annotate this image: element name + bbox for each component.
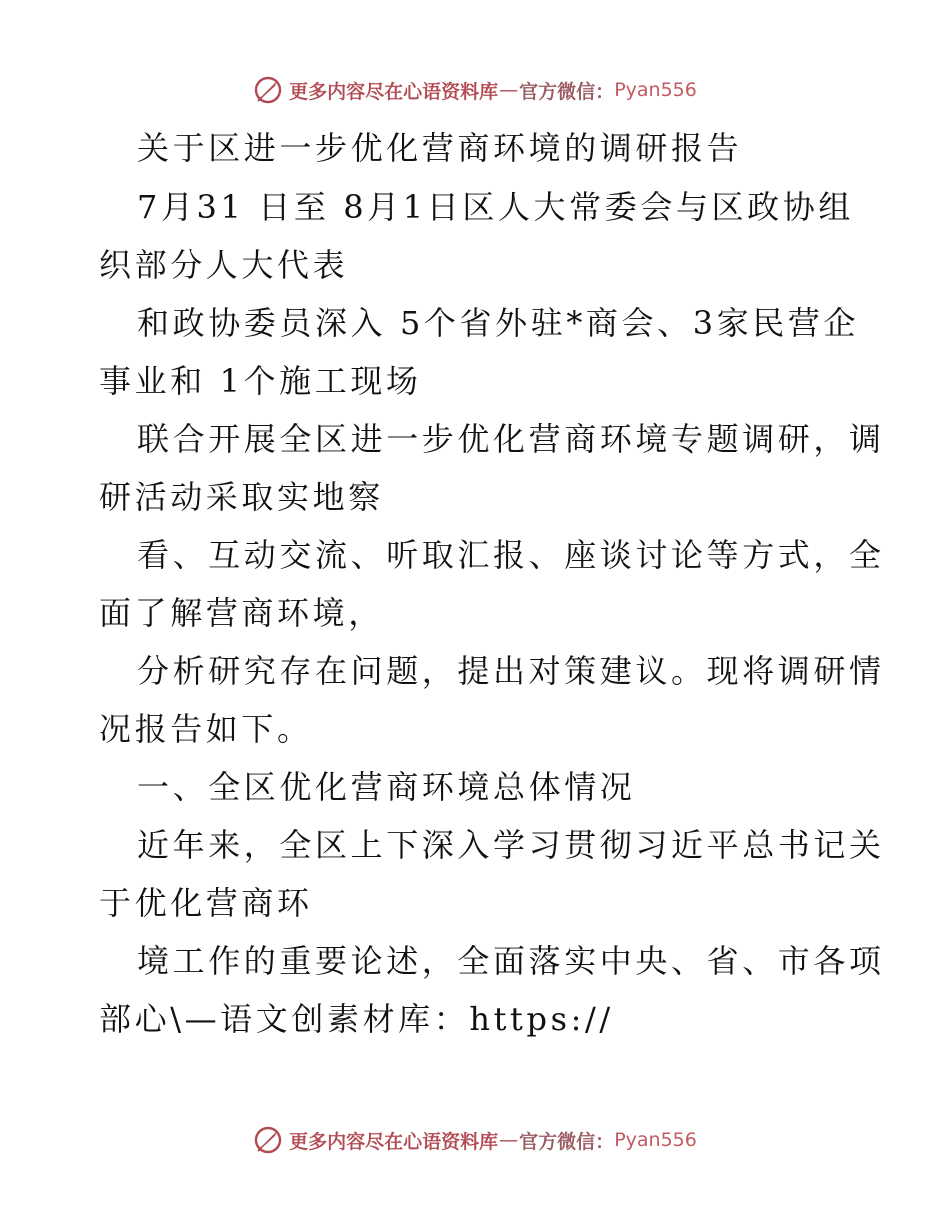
watermark-wechat-id: Pyan556 [614, 1129, 697, 1151]
watermark-wechat-id: Pyan556 [614, 79, 697, 101]
watermark-brand-text: 更多内容尽在心语资料库 [289, 80, 499, 103]
document-paragraph-line: 分析研究存在问题，提出对策建议。现将调研情 [137, 652, 885, 690]
document-paragraph-line: 面了解营商环境， [99, 594, 384, 632]
header-watermark [0, 70, 950, 110]
document-paragraph-line: 联合开展全区进一步优化营商环境专题调研，调 [137, 420, 885, 458]
document-paragraph-line: 研活动采取实地察 [99, 478, 384, 516]
footer-watermark [0, 1120, 950, 1160]
watermark-separator: — [499, 1129, 519, 1151]
quill-pen-logo-icon [253, 75, 283, 105]
document-paragraph-line: 看、互动交流、听取汇报、座谈讨论等方式，全 [137, 536, 885, 574]
document-paragraph-line: 7月31 日至 8月1日区人大常委会与区政协组 [137, 188, 854, 226]
document-paragraph-line: 织部分人大代表 [99, 246, 349, 284]
document-paragraph-line: 和政协委员深入 5个省外驻*商会、3家民营企 [137, 304, 860, 342]
document-title: 关于区进一步优化营商环境的调研报告 [137, 129, 743, 167]
document-paragraph-line: 于优化营商环 [99, 884, 313, 922]
quill-pen-logo-icon [253, 1125, 283, 1155]
section-heading: 一、全区优化营商环境总体情况 [137, 768, 636, 806]
document-paragraph-line: 境工作的重要论述，全面落实中央、省、市各项 [137, 942, 885, 980]
document-paragraph-line: 部心\—语文创素材库：https:// [99, 1000, 614, 1038]
watermark-wechat-label: 官方微信： [519, 1130, 615, 1153]
document-paragraph-line: 事业和 1个施工现场 [99, 362, 422, 400]
document-paragraph-line: 近年来，全区上下深入学习贯彻习近平总书记关 [137, 826, 885, 864]
watermark-separator: — [499, 79, 519, 101]
watermark-brand-text: 更多内容尽在心语资料库 [289, 1130, 499, 1153]
watermark-wechat-label: 官方微信： [519, 80, 615, 103]
document-paragraph-line: 况报告如下。 [99, 710, 313, 748]
